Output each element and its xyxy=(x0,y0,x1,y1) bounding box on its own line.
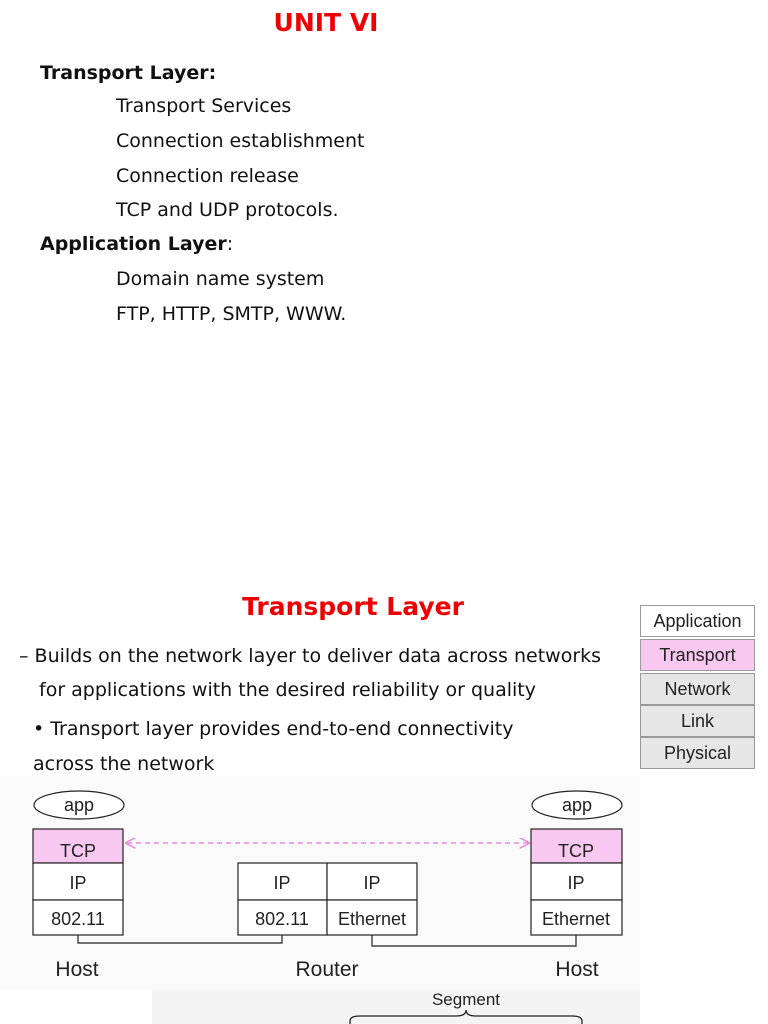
layer-link: Link xyxy=(640,705,755,737)
transport-item-2: Connection establishment xyxy=(116,130,365,152)
application-item-2: FTP, HTTP, SMTP, WWW. xyxy=(116,303,347,325)
right-link-label: Ethernet xyxy=(541,909,611,929)
transport-item-4: TCP and UDP protocols. xyxy=(116,199,339,221)
application-heading-colon: : xyxy=(226,233,234,255)
left-tcp-label: TCP xyxy=(60,841,96,861)
unit-title: UNIT VI xyxy=(273,8,379,37)
right-host-label: Host xyxy=(555,958,599,981)
bullet-1-line-2: for applications with the desired reliability or quality xyxy=(39,679,536,701)
network-diagram xyxy=(0,776,640,1024)
bullet-1-line-1: – Builds on the network layer to deliver data across networks xyxy=(19,645,602,667)
application-heading-text: Application Layer xyxy=(40,233,227,255)
bullet-2-line-2: across the network xyxy=(33,753,215,775)
router-ip-right-label: IP xyxy=(363,873,381,893)
transport-layer-heading: Transport Layer: xyxy=(40,62,217,84)
left-link-label: 802.11 xyxy=(51,909,105,929)
transport-item-1: Transport Services xyxy=(116,95,292,117)
transport-layer-title: Transport Layer xyxy=(242,592,464,621)
left-host-label: Host xyxy=(55,958,99,981)
router-link-right-label: Ethernet xyxy=(337,909,407,929)
right-ip-label: IP xyxy=(567,873,585,893)
left-ip-label: IP xyxy=(69,873,87,893)
transport-item-3: Connection release xyxy=(116,165,299,187)
layer-application: Application xyxy=(640,605,755,637)
bullet-2-line-1: • Transport layer provides end-to-end connectivity xyxy=(33,718,514,740)
application-item-1: Domain name system xyxy=(116,268,325,290)
router-link-left-label: 802.11 xyxy=(255,909,309,929)
right-tcp-label: TCP xyxy=(558,841,594,861)
segment-label: Segment xyxy=(431,990,501,1009)
router-ip-left-label: IP xyxy=(273,873,291,893)
router-label: Router xyxy=(295,958,359,981)
layer-transport: Transport xyxy=(640,639,755,671)
layer-network: Network xyxy=(640,673,755,705)
right-app-label: app xyxy=(561,795,593,815)
application-layer-heading xyxy=(40,233,233,255)
layer-physical: Physical xyxy=(640,737,755,769)
left-app-label: app xyxy=(63,795,95,815)
